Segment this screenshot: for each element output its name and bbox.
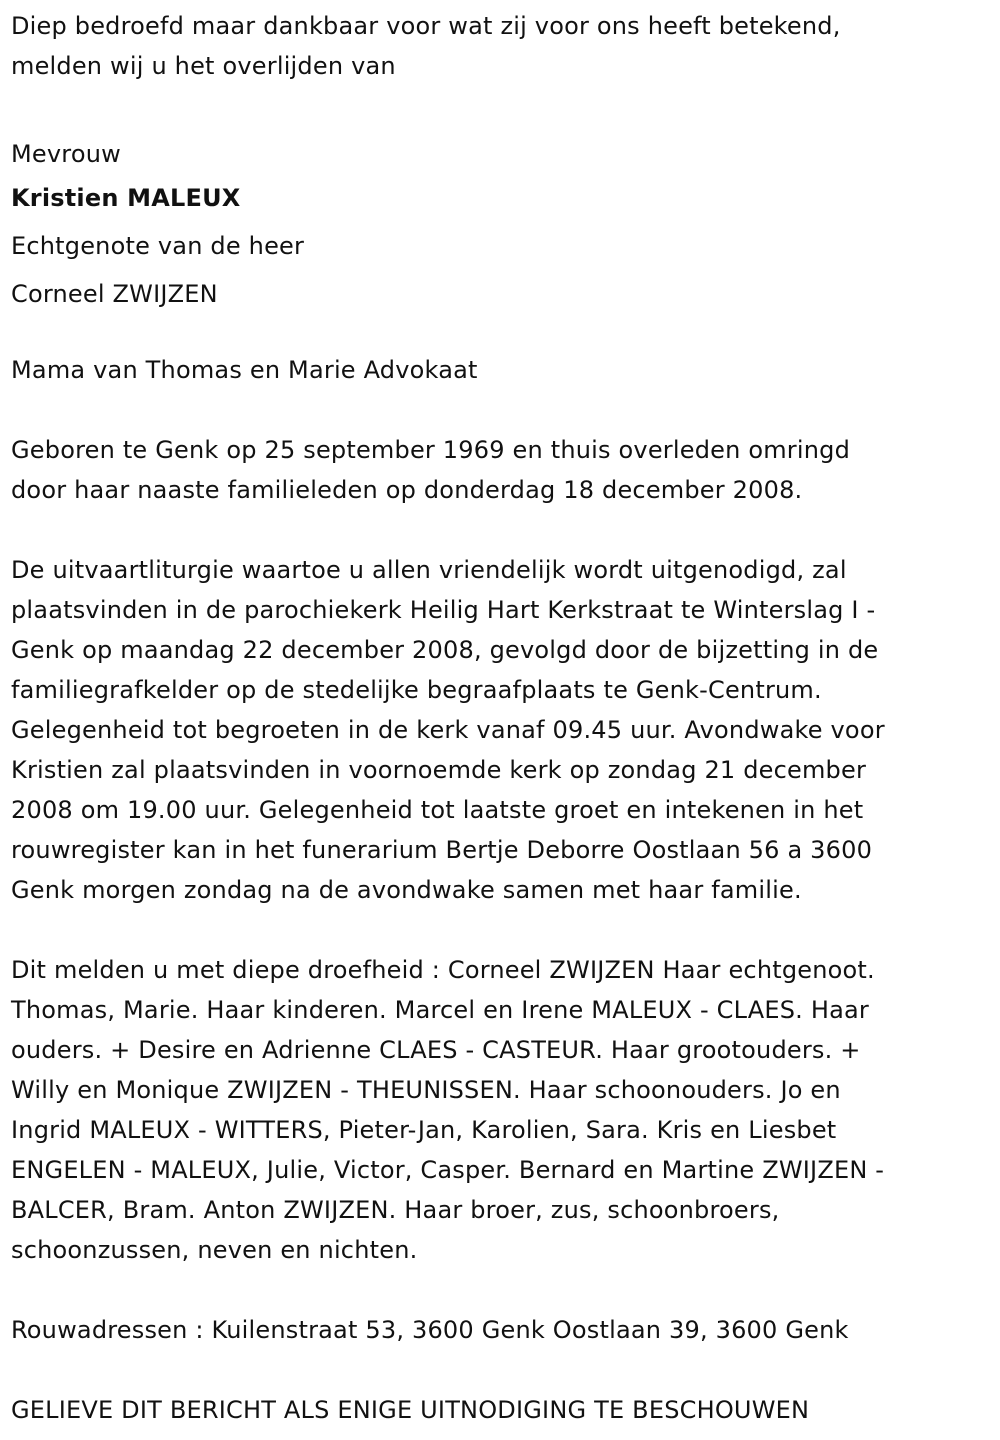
death-notice — [11, 0, 991, 1430]
funeral-paragraph: De uitvaartliturgie waartoe u allen vriendelijk wordt uitgenodigd, zal plaatsvinden in de parochiekerk Heilig Hart Kerkstraat te Winterslag I - Genk op maandag 22 december 2008, gevolgd door de bijzetting in de familiegrafkelder op de stedelijke begraafplaats te Genk-Centrum. Gelegenheid tot begroeten in de kerk vanaf 09.45 uur. Avondwake voor Kristien zal plaatsvinden in voornoemde kerk op zondag 21 december 2008 om 19.00 uur. Gelegenheid tot laatste groet en intekenen in het rouwregister kan in het funerarium Bertje Deborre Oostlaan 56 a 3600 Genk morgen zondag na de avondwake samen met haar familie. — [11, 556, 885, 904]
spouse-line-2: Corneel ZWIJZEN — [11, 280, 218, 308]
salutation: Mevrouw — [11, 140, 121, 168]
spouse-line-1: Echtgenote van de heer — [11, 232, 305, 260]
intro-text: Diep bedroefd maar dankbaar voor wat zij voor ons heeft betekend, melden wij u het overlijden van — [11, 12, 841, 80]
mourning-addresses: Rouwadressen : Kuilenstraat 53, 3600 Genk Oostlaan 39, 3600 Genk — [11, 1316, 849, 1344]
mother-of-text: Mama van Thomas en Marie Advokaat — [11, 356, 478, 384]
family-paragraph: Dit melden u met diepe droefheid : Corneel ZWIJZEN Haar echtgenoot. Thomas, Marie. Haar kinderen. Marcel en Irene MALEUX - CLAES. Haar ouders. + Desire en Adrienne CLAES - CASTEUR. Haar grootouders. + Willy en Monique ZWIJZEN - THEUNISSEN. Haar schoonouders. Jo en Ingrid MALEUX - WITTERS, Pieter-Jan, Karolien, Sara. Kris en Liesbet ENGELEN - MALEUX, Julie, Victor, Casper. Bernard en Martine ZWIJZEN - BALCER, Bram. Anton ZWIJZEN. Haar broer, zus, schoonbroers, schoonzussen, neven en nichten. — [11, 956, 885, 1264]
birth-death-paragraph: Geboren te Genk op 25 september 1969 en thuis overleden omringd door haar naaste familieleden op donderdag 18 december 2008. — [11, 436, 851, 504]
closing-statement: GELIEVE DIT BERICHT ALS ENIGE UITNODIGING TE BESCHOUWEN — [11, 1396, 810, 1424]
deceased-name: Kristien MALEUX — [11, 184, 241, 212]
